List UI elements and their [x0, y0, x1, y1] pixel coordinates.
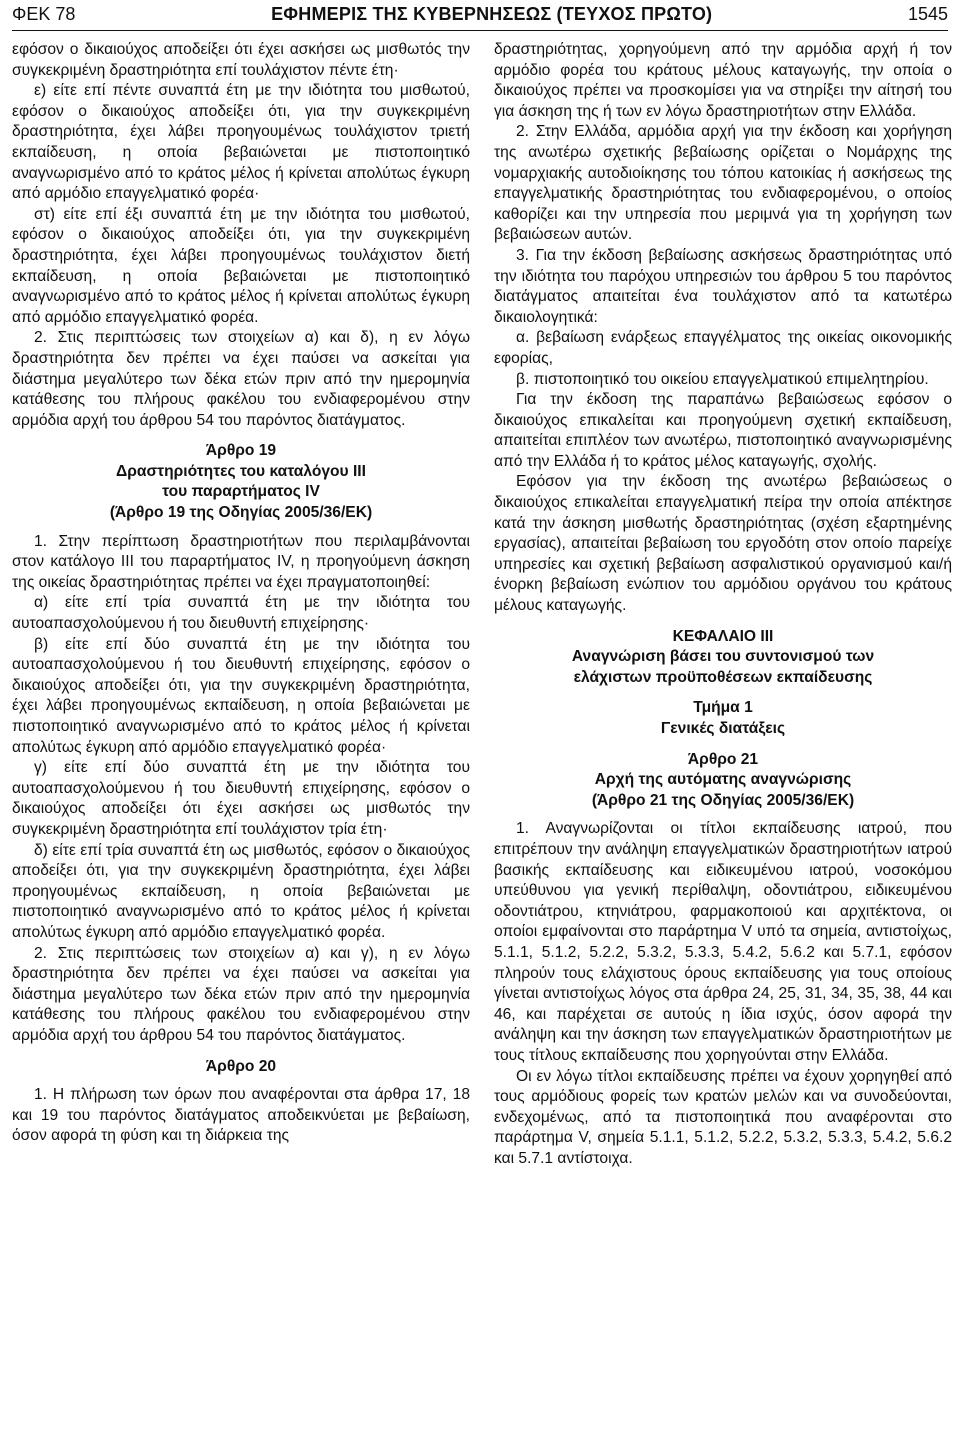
paragraph: β. πιστοποιητικό του οικείου επαγγελματικού επιμελητηρίου. [516, 370, 929, 388]
paragraph: ε) είτε επί πέντε συναπτά έτη με την ιδιότητα του μισθωτού, εφόσον ο δικαιούχος αποδείξει ότι, για την συγκεκριμένη δραστηριότητα, έχει λάβει προηγουμένως τουλάχιστον τριετή εκπαίδευση, η οποία βεβαιώνεται με πιστοποιητικό αναγνωρισμένο από το κράτος μέλος ή κρίνεται απολύτως έγκυρη από αρμόδιο επαγγελματικό φορέα· [12, 82, 470, 203]
article-19-title: Δραστηριότητες του καταλόγου ΙΙΙ [116, 462, 366, 480]
paragraph: Εφόσον για την έκδοση της ανωτέρω βεβαιώσεως ο δικαιούχος επικαλείται επαγγελματική πείρα την οποία απέκτησε κατά την άσκηση μισθωτής δραστηριότητας (σχέση εξαρτημένης εργασίας), απαιτείται βεβαίωση του εργοδότη στον οποίο παρείχε υπηρεσίες και σχετική βεβαίωση ασφαλιστικού οργανισμού και/ή ένορκη βεβαίωση ενώπιον του αρμόδιου οργάνου του κράτους μέλους καταγωγής. [494, 473, 952, 615]
article-21-heading: Άρθρο 21 [687, 750, 759, 768]
chapter-heading: ΚΕΦΑΛΑΙΟ ΙΙΙ [672, 627, 774, 645]
paragraph: 1. Στην περίπτωση δραστηριοτήτων που περιλαμβάνονται στον κατάλογο ΙΙΙ του παραρτήματος ΙV, η προηγούμενη άσκηση της οικείας δραστηριότητας πρέπει να έχει πραγματοποιηθεί: [12, 532, 470, 591]
paragraph: 2. Στις περιπτώσεις των στοιχείων α) και γ), η εν λόγω δραστηριότητα δεν πρέπει να έχει παύσει να ασκείται για διάστημα μεγαλύτερο των δέκα ετών πριν από την ημερομηνία κατάθεσης του πλήρους φακέλου του ενδιαφερομένου στην αρμόδια αρχή του άρθρου 54 του παρόντος διατάγματος. [12, 944, 470, 1044]
paragraph: εφόσον ο δικαιούχος αποδείξει ότι έχει ασκήσει ως μισθωτός την συγκεκριμένη δραστηριότητα επί τουλάχιστον πέντε έτη· [12, 41, 470, 79]
paragraph: 2. Στην Ελλάδα, αρμόδια αρχή για την έκδοση και χορήγηση της ανωτέρω σχετικής βεβαίωσης ορίζεται ο Νομάρχης της νομαρχιακής αυτοδιοίκησης του τόπου κατοικίας ή ασκήσεως της επαγγελματικής δραστηριότητας του ενδιαφερομένου, ο οποίος καθορίζει και την υπηρεσία που μεριμνά για τη χορήγηση των βεβαιώσεων αυτών. [494, 123, 952, 244]
paragraph: α. βεβαίωση ενάρξεως επαγγέλματος της οικείας οικονομικής εφορίας, [494, 329, 952, 367]
gazette-title: ΕΦΗΜΕΡΙΣ ΤΗΣ ΚΥΒΕΡΝΗΣΕΩΣ (ΤΕΥΧΟΣ ΠΡΩΤΟ) [271, 4, 713, 24]
paragraph: γ) είτε επί δύο συναπτά έτη με την ιδιότητα του αυτοαπασχολούμενου ή του διευθυντή επιχείρησης, εφόσον ο δικαιούχος αποδείξει ότι έχει ασκήσει ως μισθωτός την συγκεκριμένη δραστηριότητα επί τουλάχιστον τρία έτη· [12, 759, 470, 838]
paragraph: στ) είτε επί έξι συναπτά έτη με την ιδιότητα του μισθωτού, εφόσον ο δικαιούχος αποδείξει ότι, για την συγκεκριμένη δραστηριότητα, έχει λάβει προηγουμένως τουλάχιστον διετή εκπαίδευση, η οποία βεβαιώνεται με πιστοποιητικό αναγνωρισμένο από το κράτος μέλος ή κρίνεται απολύτως έγκυρη από αρμόδιο επαγγελματικό φορέα. [12, 205, 470, 326]
paragraph: α) είτε επί τρία συναπτά έτη με την ιδιότητα του αυτοαπασχολούμενου ή του διευθυντή επιχείρησης· [12, 594, 470, 633]
paragraph: 3. Για την έκδοση βεβαίωσης ασκήσεως δραστηριότητας υπό την ιδιότητα του παρόχου υπηρεσιών του άρθρου 5 του παρόντος διατάγματος απαιτείται ένα τουλάχιστον από τα κατωτέρω δικαιολογητικά: [494, 246, 952, 326]
gazette-issue-number: ΦΕΚ 78 [12, 4, 76, 24]
page-number: 1545 [907, 4, 948, 24]
left-column [12, 40, 470, 1147]
paragraph: δραστηριότητας, χορηγούμενη από την αρμόδια αρχή ή τον αρμόδιο φορέα του κράτους μέλους καταγωγής, την οποία ο δικαιούχος πρέπει να προσκομίσει για να στηρίξει την αίτησή του για άσκηση της ή των εν λόγω δραστηριοτήτων στην Ελλάδα. [494, 41, 952, 120]
article-21-title: Αρχή της αυτόματης αναγνώρισης [594, 771, 852, 789]
paragraph: Οι εν λόγω τίτλοι εκπαίδευσης πρέπει να έχουν χορηγηθεί από τους αρμόδιους φορείς των κρατών μελών και να συνοδεύονται, ενδεχομένως, από τα πιστοποιητικά που αναφέρονται στο παράρτημα V, σημεία 5.1.1, 5.1.2, 5.2.2, 5.3.2, 5.3.3, 5.4.2, 5.6.2 και 5.7.1 αντίστοιχα. [494, 1067, 952, 1167]
article-19-title-cont: του παραρτήματος ΙV [162, 483, 320, 501]
section-title: Γενικές διατάξεις [660, 720, 786, 737]
article-21-source: (Άρθρο 21 της Οδηγίας 2005/36/ΕΚ) [591, 791, 855, 809]
right-column [494, 40, 952, 1169]
paragraph: 1. Αναγνωρίζονται οι τίτλοι εκπαίδευσης ιατρού, που επιτρέπουν την ανάληψη επαγγελματικών δραστηριοτήτων ιατρού βασικής εκπαίδευσης και ειδικευμένου ιατρού, νοσοκόμου υπεύθυνου για γενική περίθαλψη, οδοντιάτρου, ειδικευμένου οδοντιάτρου, κτηνιάτρου, φαρμακοποιού και αρχιτέκτονα, οι οποίοι εμφαίνονται στο παράρτημα V υπό τα σημεία, αντιστοίχως, 5.1.1, 5.1.2, 5.2.2, 5.3.2, 5.3.3, 5.4.2, 5.6.2 και 5.7.1, εφόσον πληρούν τους ελάχιστους όρους εκπαίδευσης για τους οποίους γίνεται αντιστοίχως λόγος στα άρθρα 24, 25, 31, 34, 35, 38, 44 και 46, και παρέχεται σε αυτούς η ίδια ισχύς, όσον αφορά την ανάληψη και την άσκηση των επαγγελματικών δραστηριοτήτων με τους τίτλους εκπαίδευσης που χορηγούνται στην Ελλάδα. [494, 820, 952, 1064]
paragraph: δ) είτε επί τρία συναπτά έτη ως μισθωτός, εφόσον ο δικαιούχος αποδείξει ότι, για την συγκεκριμένη δραστηριότητα, έχει λάβει προηγουμένως εκπαίδευση, η οποία βεβαιώνεται με πιστοποιητικό αναγνωρισμένο από το κράτος μέλος ή κρίνεται απολύτως έγκυρη από αρμόδιο επαγγελματικό φορέα. [12, 841, 470, 941]
paragraph: 2. Στις περιπτώσεις των στοιχείων α) και δ), η εν λόγω δραστηριότητα δεν πρέπει να έχει παύσει να ασκείται για διάστημα μεγαλύτερο των δέκα ετών πριν από την ημερομηνία κατάθεσης του πλήρους φακέλου του ενδιαφερομένου στην αρμόδια αρχή του άρθρου 54 του παρόντος διατάγματος. [12, 329, 470, 429]
page-header [12, 4, 948, 28]
article-20-heading: Άρθρο 20 [205, 1057, 277, 1075]
chapter-title: Αναγνώριση βάσει του συντονισμού των [571, 648, 875, 666]
chapter-title-cont: ελάχιστων προϋποθέσεων εκπαίδευσης [573, 668, 873, 686]
article-19-source: (Άρθρο 19 της Οδηγίας 2005/36/ΕΚ) [109, 504, 373, 522]
article-19-heading: Άρθρο 19 [205, 442, 277, 460]
header-rule [12, 30, 948, 31]
section-heading: Τμήμα 1 [693, 699, 753, 717]
paragraph: Για την έκδοση της παραπάνω βεβαιώσεως εφόσον ο δικαιούχος επικαλείται και προηγούμενη σχετική εκπαίδευση, απαιτείται επιπλέον των ανωτέρω, πιστοποιητικό αναγνωρισμένης από την Ελλάδα ή το κράτος μέλος καταγωγής, σχολής. [494, 391, 952, 470]
paragraph: β) είτε επί δύο συναπτά έτη με την ιδιότητα του αυτοαπασχολούμενου ή του διευθυντή επιχείρησης, εφόσον ο δικαιούχος αποδείξει ότι, για την συγκεκριμένη δραστηριότητα, έχει λάβει προηγουμένως εκπαίδευση, η οποία βεβαιώνεται με πιστοποιητικό αναγνωρισμένο από το κράτος μέλος ή κρίνεται απολύτως έγκυρη από αρμόδιο επαγγελματικό φορέα· [12, 635, 470, 756]
paragraph: 1. Η πλήρωση των όρων που αναφέρονται στα άρθρα 17, 18 και 19 του παρόντος διατάγματος αποδεικνύεται με βεβαίωση, όσον αφορά τη φύση και τη διάρκεια της [12, 1086, 470, 1145]
